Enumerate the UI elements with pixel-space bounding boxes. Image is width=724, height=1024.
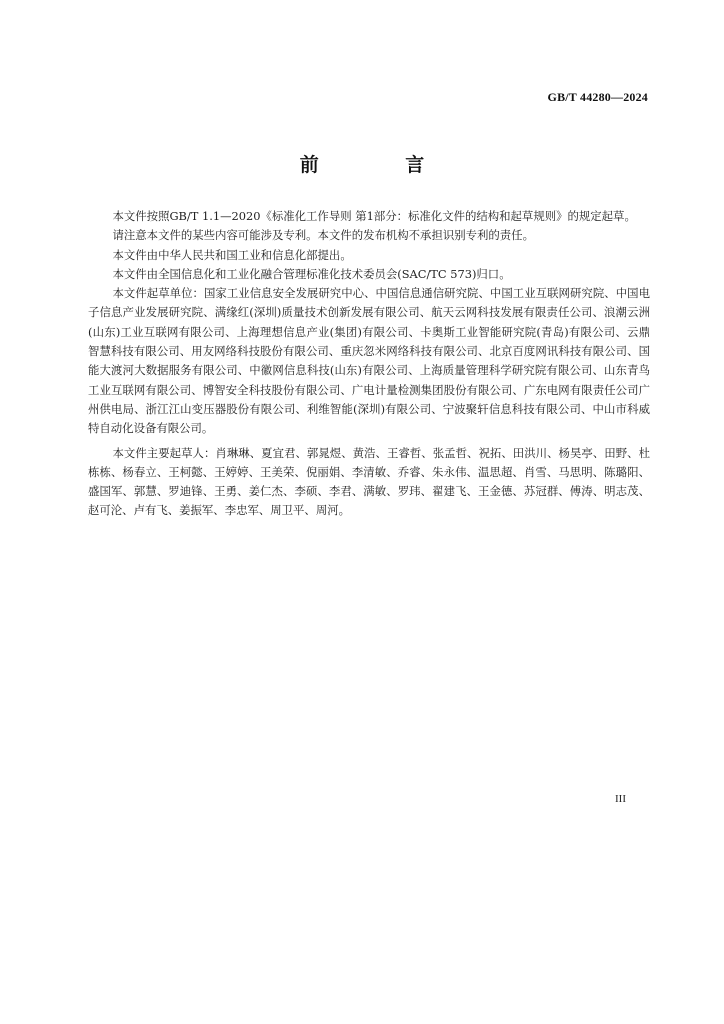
paragraph-drafters: 本文件主要起草人：肖琳琳、夏宜君、郭晁煜、黄浩、王睿哲、张孟哲、祝拓、田洪川、杨昊亭、田野、杜栋栋、杨春立、王柯懿、王婷婷、王美荣、倪丽娟、李清敏、乔睿、朱永伟、温思超、肖雪、马思明、陈璐阳、盛国军、郭慧、罗迪锋、王勇、姜仁杰、李硕、李君、满敏、罗玮、翟建飞、王金德、苏冠群、傅涛、明志茂、赵可沦、卢有飞、姜振军、李忠军、周卫平、周河。 bbox=[88, 445, 650, 518]
paragraph-patent-notice: 请注意本文件的某些内容可能涉及专利。本文件的发布机构不承担识别专利的责任。 bbox=[112, 228, 534, 243]
page-number: III bbox=[615, 793, 626, 805]
standard-code: GB/T 44280—2024 bbox=[547, 90, 648, 104]
foreword-body bbox=[88, 207, 650, 521]
page-title: 前 言 bbox=[299, 154, 465, 176]
paragraph-committee: 本文件由全国信息化和工业化融合管理标准化技术委员会(SAC/TC 573)归口。 bbox=[112, 266, 511, 281]
paragraph-drafting-units: 本文件起草单位：国家工业信息安全发展研究中心、中国信息通信研究院、中国工业互联网研究院、中国电子信息产业发展研究院、满缘红(深圳)质量技术创新发展有限公司、航天云网科技发展有限责任公司、浪潮云洲(山东)工业互联网有限公司、上海理想信息产业(集团)有限公司、卡奥斯工业智能研究院(青岛)有限公司、云鼎智慧科技有限公司、用友网络科技股份有限公司、重庆忽米网络科技有限公司、北京百度网讯科技有限公司、国能大渡河大数据服务有限公司、中徽网信息科技(山东)有限公司、上海质量管理科学研究院有限公司、山东青鸟工业互联网有限公司、博智安全科技股份有限公司、广电计量检测集团股份有限公司、广东电网有限责任公司广州供电局、浙江江山变压器股份有限公司、利维智能(深圳)有限公司、宁波聚轩信息科技有限公司、中山市科威特自动化设备有限公司。 bbox=[88, 286, 650, 436]
paragraph-proposer: 本文件由中华人民共和国工业和信息化部提出。 bbox=[112, 247, 352, 262]
paragraph-drafting-rules: 本文件按照GB/T 1.1—2020《标准化工作导则 第1部分：标准化文件的结构和起草规则》的规定起草。 bbox=[112, 209, 636, 223]
